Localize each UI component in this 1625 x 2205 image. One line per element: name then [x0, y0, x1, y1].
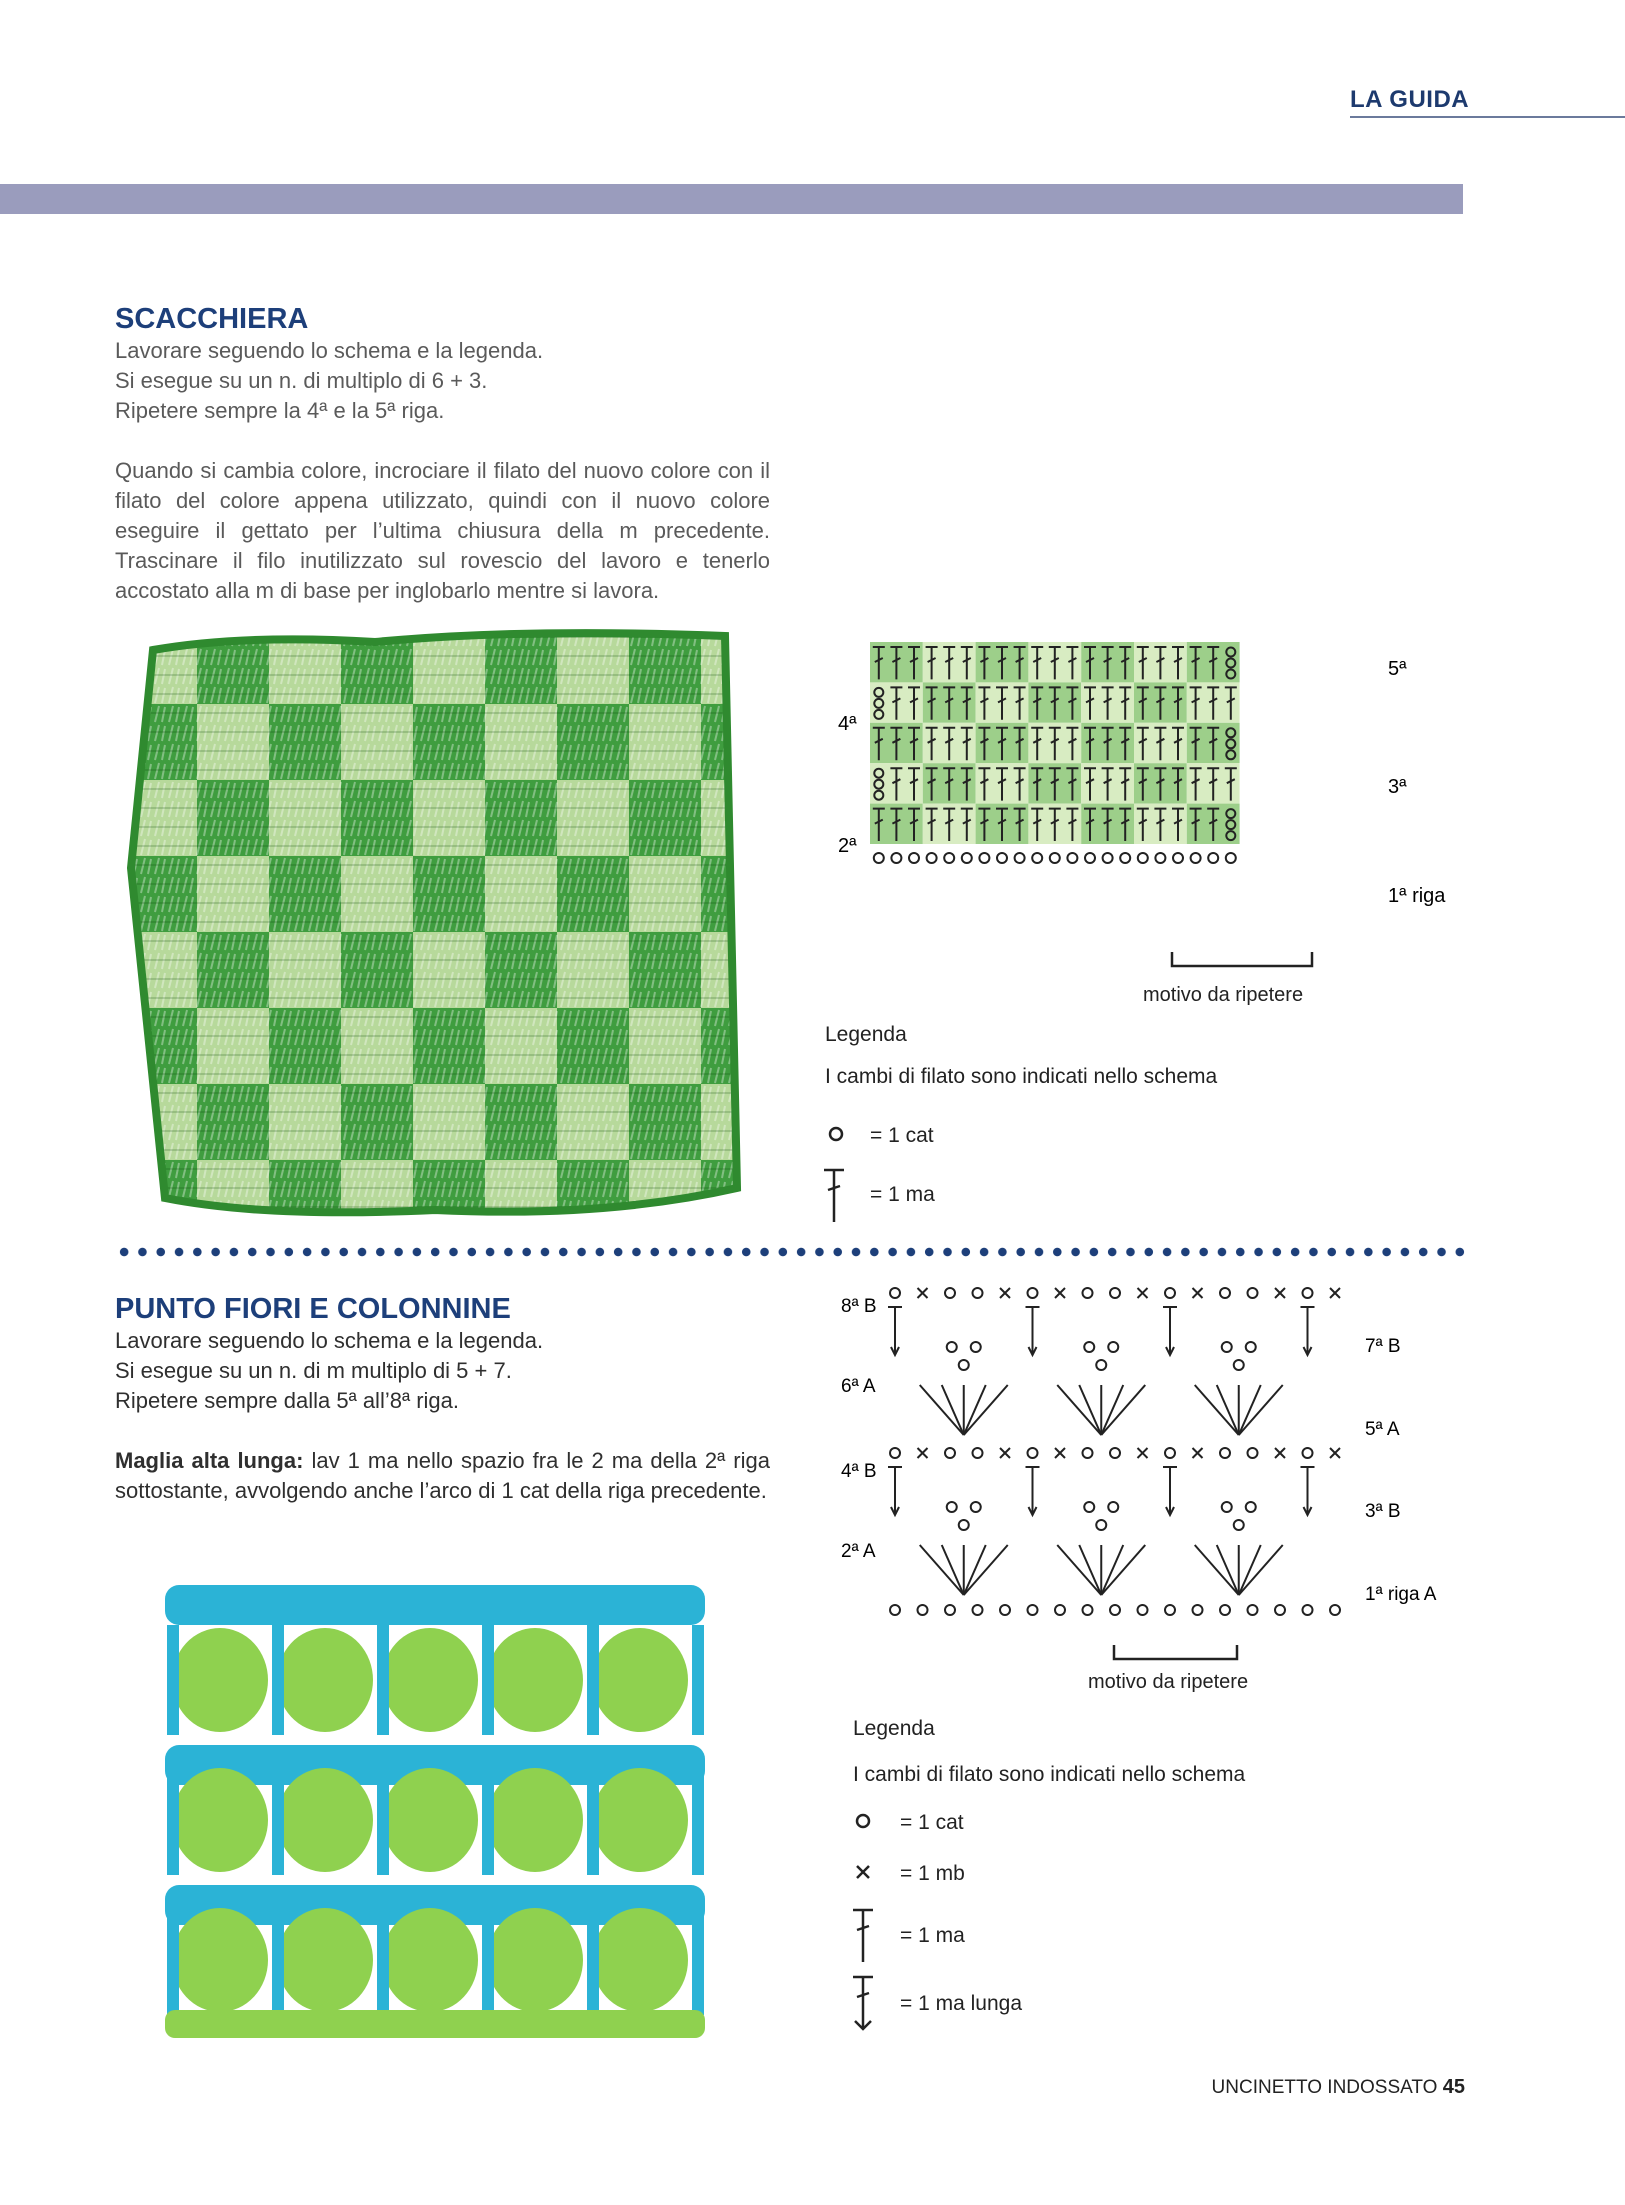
fan-stitch: [1101, 1545, 1123, 1595]
scac-row-label-1: 1ª riga: [1388, 885, 1446, 907]
chain-symbol: [1110, 1448, 1120, 1458]
chain-symbol: [1303, 1288, 1313, 1298]
fiori-legend-mb: = 1 mb: [900, 1862, 965, 1885]
chain-symbol: [1108, 1342, 1118, 1352]
chain-symbol: [997, 853, 1007, 863]
fiori-legend-title: Legenda: [853, 1717, 935, 1740]
single-crochet-symbol: [1000, 1288, 1010, 1298]
blue-column: [692, 1765, 704, 1875]
fiori-row-label-8: 8ª B: [841, 1296, 877, 1317]
fan-stitch: [1195, 1385, 1239, 1435]
fan-stitch: [1101, 1385, 1123, 1435]
long-double-crochet-symbol: [1163, 1307, 1177, 1355]
chain-symbol: [874, 853, 884, 863]
blue-column: [482, 1905, 494, 2015]
fiori-row-label-2: 2ª A: [841, 1541, 876, 1562]
chain-symbol: [1138, 1605, 1148, 1615]
chain-symbol: [1303, 1605, 1313, 1615]
green-flower: [277, 1628, 373, 1732]
chain-symbol: [918, 1605, 928, 1615]
single-crochet-symbol: [1193, 1448, 1203, 1458]
fiori-text-block: [115, 1293, 770, 1506]
fiori-row-label-5: 5ª A: [1365, 1419, 1400, 1440]
fiori-note-text: lav 1 ma nello spazio fra le 2 ma della 2ª riga sottostante, avvolgendo anche l’arco di 1 cat della riga precedente.: [115, 1448, 770, 1503]
section-divider: [115, 1246, 1465, 1258]
blue-column: [272, 1625, 284, 1735]
chain-symbol: [1083, 1288, 1093, 1298]
fan-stitch: [1195, 1545, 1239, 1595]
chain-symbol: [927, 853, 937, 863]
green-edge: [165, 2010, 705, 2038]
chain-symbol: [1220, 1448, 1230, 1458]
fiori-row-label-3: 3ª B: [1365, 1501, 1401, 1522]
green-flower: [172, 1768, 268, 1872]
fiori-row-label-6: 6ª A: [841, 1376, 876, 1397]
chain-symbol: [1096, 1520, 1106, 1530]
chain-symbol: [947, 1502, 957, 1512]
blue-column: [272, 1905, 284, 2015]
fiori-line-1: Lavorare seguendo lo schema e la legenda.: [115, 1328, 544, 1353]
chain-symbol: [1085, 853, 1095, 863]
green-flower: [277, 1768, 373, 1872]
chain-symbol: [1055, 1605, 1065, 1615]
chain-symbol: [1303, 1448, 1313, 1458]
chain-symbol: [1067, 853, 1077, 863]
single-crochet-symbol: [1055, 1288, 1065, 1298]
green-flower: [172, 1628, 268, 1732]
fan-stitch: [1239, 1545, 1283, 1595]
single-crochet-symbol: [1138, 1288, 1148, 1298]
fiori-note-label: Maglia alta lunga:: [115, 1448, 304, 1473]
chain-symbol: [979, 853, 989, 863]
chain-symbol: [973, 1605, 983, 1615]
scacchiera-title: SCACCHIERA: [115, 303, 309, 335]
scacchiera-paragraph: Quando si cambia colore, incrociare il filato del nuovo colore con il filato del colore appena utilizzato, quindi con il nuovo colore eseguire il gettato per l’ultima chiusura della m precedente. Trascinare il filo inutilizzato sul rovescio del lavoro e tenerlo accostato alla m di base per inglobarlo mentre si lavora.: [115, 458, 770, 603]
long-double-crochet-symbol: [1026, 1307, 1040, 1355]
chain-symbol: [1275, 1605, 1285, 1615]
fan-stitch: [1057, 1545, 1101, 1595]
chain-symbol: [1165, 1288, 1175, 1298]
chain-symbol: [1248, 1288, 1258, 1298]
blue-column: [377, 1765, 389, 1875]
green-flower: [487, 1908, 583, 2012]
chain-symbol: [1208, 853, 1218, 863]
chain-symbol: [1330, 1605, 1340, 1615]
fan-stitch: [920, 1385, 964, 1435]
chain-symbol: [1248, 1605, 1258, 1615]
chain-symbol: [1165, 1605, 1175, 1615]
chain-symbol: [1193, 1605, 1203, 1615]
scacchiera-text-block: [115, 303, 770, 606]
green-flower: [592, 1908, 688, 2012]
chain-symbol: [1120, 853, 1130, 863]
section-tag: LA GUIDA: [1350, 86, 1470, 113]
blue-column: [167, 1765, 179, 1875]
green-flower: [592, 1768, 688, 1872]
fan-stitch: [1239, 1545, 1261, 1595]
chain-symbol: [1226, 853, 1236, 863]
green-flower: [382, 1768, 478, 1872]
fiori-repeat-bracket: [1112, 1645, 1240, 1665]
blue-column: [167, 1905, 179, 2015]
fiori-legend-ma: = 1 ma: [900, 1924, 965, 1947]
fan-stitch: [964, 1545, 986, 1595]
single-crochet-icon: [853, 1862, 873, 1882]
double-crochet-icon: [822, 1168, 846, 1224]
chain-symbol: [1096, 1360, 1106, 1370]
chain-icon: [853, 1811, 873, 1831]
chain-symbol: [1028, 1288, 1038, 1298]
chain-symbol: [973, 1288, 983, 1298]
single-crochet-symbol: [918, 1448, 928, 1458]
scac-row-label-4: 4ª: [838, 713, 857, 735]
long-double-crochet-symbol: [1163, 1467, 1177, 1515]
chain-symbol: [891, 853, 901, 863]
chain-symbol: [1028, 1448, 1038, 1458]
fiori-row-label-7: 7ª B: [1365, 1336, 1401, 1357]
single-crochet-symbol: [918, 1288, 928, 1298]
fiori-row-label-1: 1ª riga A: [1365, 1584, 1437, 1605]
fiori-legend-ma-lunga: = 1 ma lunga: [900, 1992, 1023, 2015]
chain-symbol: [971, 1502, 981, 1512]
chain-symbol: [959, 1520, 969, 1530]
fan-stitch: [964, 1385, 1008, 1435]
page-number: 45: [1442, 2076, 1465, 2098]
chain-symbol: [1246, 1502, 1256, 1512]
blue-column: [692, 1905, 704, 2015]
fan-stitch: [1239, 1385, 1283, 1435]
long-double-crochet-symbol: [888, 1467, 902, 1515]
section-rule: [1350, 116, 1625, 118]
scacchiera-chart: [820, 630, 1470, 907]
chain-symbol: [1138, 853, 1148, 863]
chain-symbol: [1015, 853, 1025, 863]
chain-symbol: [1220, 1605, 1230, 1615]
chain-symbol: [962, 853, 972, 863]
scacchiera-line-1: Lavorare seguendo lo schema e la legenda.: [115, 338, 544, 363]
chain-symbol: [909, 853, 919, 863]
green-flower: [487, 1628, 583, 1732]
chain-symbol: [1234, 1360, 1244, 1370]
chain-symbol: [945, 1605, 955, 1615]
scac-row-label-5: 5ª: [1388, 658, 1407, 680]
long-double-crochet-symbol: [1026, 1467, 1040, 1515]
chain-symbol: [1110, 1288, 1120, 1298]
chain-symbol: [1173, 853, 1183, 863]
fan-stitch: [920, 1545, 964, 1595]
fan-stitch: [1057, 1385, 1101, 1435]
fiori-chart: [835, 1285, 1475, 1655]
blue-column: [587, 1765, 599, 1875]
single-crochet-symbol: [1000, 1448, 1010, 1458]
fiori-row-label-4: 4ª B: [841, 1461, 877, 1482]
chain-symbol: [945, 1448, 955, 1458]
green-flower: [277, 1908, 373, 2012]
fiori-note: [115, 1446, 770, 1506]
scac-repeat-label: motivo da ripetere: [1143, 984, 1304, 1006]
chain-symbol: [1191, 853, 1201, 863]
fan-stitch: [1079, 1385, 1101, 1435]
fan-stitch: [1217, 1385, 1239, 1435]
double-crochet-icon: [851, 1908, 875, 1964]
chain-symbol: [945, 1288, 955, 1298]
scac-repeat-bracket: [1170, 952, 1315, 972]
chain-symbol: [890, 1448, 900, 1458]
chain-symbol: [1155, 853, 1165, 863]
blue-column: [377, 1625, 389, 1735]
chain-symbol: [971, 1342, 981, 1352]
chain-symbol: [1234, 1520, 1244, 1530]
single-crochet-symbol: [1275, 1448, 1285, 1458]
chain-symbol: [1084, 1502, 1094, 1512]
green-flower: [382, 1908, 478, 2012]
chain-symbol: [1220, 1288, 1230, 1298]
chain-symbol: [1248, 1448, 1258, 1458]
scac-legend-note: I cambi di filato sono indicati nello schema: [825, 1065, 1218, 1088]
chain-symbol: [1222, 1502, 1232, 1512]
chain-symbol: [1110, 1605, 1120, 1615]
chain-symbol: [1000, 1605, 1010, 1615]
footer-title: UNCINETTO INDOSSATO: [1211, 2077, 1438, 2098]
chain-symbol: [944, 853, 954, 863]
blue-column: [692, 1625, 704, 1735]
chain-symbol: [1246, 1342, 1256, 1352]
fan-stitch: [964, 1385, 986, 1435]
blue-column: [482, 1765, 494, 1875]
fiori-title: PUNTO FIORI E COLONNINE: [115, 1293, 511, 1325]
long-double-crochet-symbol: [1301, 1307, 1315, 1355]
chain-symbol: [1084, 1342, 1094, 1352]
scacchiera-line-3: Ripetere sempre la 4ª e la 5ª riga.: [115, 398, 445, 423]
fan-stitch: [1101, 1545, 1145, 1595]
blue-band: [165, 1585, 705, 1625]
single-crochet-symbol: [1193, 1288, 1203, 1298]
blue-column: [587, 1625, 599, 1735]
green-flower: [487, 1768, 583, 1872]
scac-legend-chain: = 1 cat: [870, 1124, 934, 1147]
fan-stitch: [1101, 1385, 1145, 1435]
single-crochet-symbol: [1330, 1448, 1340, 1458]
blue-column: [377, 1905, 389, 2015]
long-double-crochet-symbol: [888, 1307, 902, 1355]
chain-symbol: [1103, 853, 1113, 863]
scac-row-label-2: 2ª: [838, 835, 857, 857]
single-crochet-symbol: [1330, 1288, 1340, 1298]
single-crochet-symbol: [1275, 1288, 1285, 1298]
fiori-legend-chain: = 1 cat: [900, 1811, 964, 1834]
green-flower: [172, 1908, 268, 2012]
header-band: [0, 184, 1463, 214]
chain-symbol: [1108, 1502, 1118, 1512]
blue-column: [272, 1765, 284, 1875]
scac-legend-ma: = 1 ma: [870, 1183, 935, 1206]
scacchiera-line-2: Si esegue su un n. di multiplo di 6 + 3.: [115, 368, 488, 393]
chain-symbol: [890, 1288, 900, 1298]
fiori-legend-note: I cambi di filato sono indicati nello schema: [853, 1763, 1246, 1786]
single-crochet-symbol: [1055, 1448, 1065, 1458]
chain-symbol: [1083, 1605, 1093, 1615]
fiori-line-2: Si esegue su un n. di m multiplo di 5 + 7.: [115, 1358, 512, 1383]
chain-symbol: [1050, 853, 1060, 863]
fiori-swatch-photo: [145, 1565, 715, 2065]
long-double-crochet-icon: [851, 1975, 875, 2033]
fiori-repeat-label: motivo da ripetere: [1088, 1671, 1249, 1693]
blue-column: [587, 1905, 599, 2015]
chain-symbol: [1083, 1448, 1093, 1458]
fan-stitch: [942, 1385, 964, 1435]
green-flower: [592, 1628, 688, 1732]
fiori-line-3: Ripetere sempre dalla 5ª all’8ª riga.: [115, 1388, 460, 1413]
chain-symbol: [1222, 1342, 1232, 1352]
green-flower: [382, 1628, 478, 1732]
scac-legend-title: Legenda: [825, 1023, 907, 1046]
fan-stitch: [964, 1545, 1008, 1595]
footer: [1212, 2076, 1465, 2099]
chain-symbol: [973, 1448, 983, 1458]
chain-symbol: [1165, 1448, 1175, 1458]
fan-stitch: [1079, 1545, 1101, 1595]
chain-symbol: [1028, 1605, 1038, 1615]
long-double-crochet-symbol: [1301, 1467, 1315, 1515]
scac-row-label-3: 3ª: [1388, 776, 1407, 798]
chain-symbol: [890, 1605, 900, 1615]
chain-icon: [826, 1124, 846, 1144]
fan-stitch: [1239, 1385, 1261, 1435]
blue-column: [167, 1625, 179, 1735]
chain-symbol: [1032, 853, 1042, 863]
chain-symbol: [959, 1360, 969, 1370]
fan-stitch: [1217, 1545, 1239, 1595]
chain-symbol: [947, 1342, 957, 1352]
scacchiera-swatch-photo: [125, 628, 755, 1228]
fan-stitch: [942, 1545, 964, 1595]
blue-column: [482, 1625, 494, 1735]
single-crochet-symbol: [1138, 1448, 1148, 1458]
